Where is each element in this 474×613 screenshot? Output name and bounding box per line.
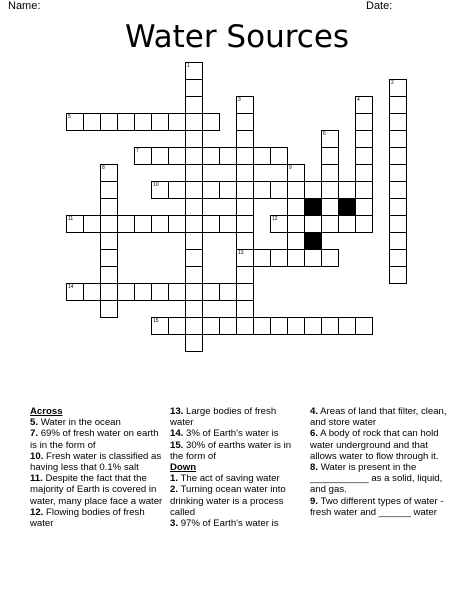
grid-cell[interactable] [117, 215, 135, 233]
clue-number: 6 [323, 131, 326, 137]
grid-cell[interactable] [389, 249, 407, 267]
grid-cell[interactable] [355, 317, 373, 335]
clue-across-5: 5. Water in the ocean [30, 417, 121, 429]
grid-cell[interactable] [134, 283, 152, 301]
grid-cell[interactable] [66, 113, 84, 131]
grid-cell[interactable] [151, 215, 169, 233]
grid-cell[interactable] [338, 215, 356, 233]
grid-cell[interactable] [389, 96, 407, 114]
black-cell [338, 198, 356, 216]
grid-cell[interactable] [355, 181, 373, 199]
down-heading: Down [170, 462, 197, 474]
grid-cell[interactable] [304, 215, 322, 233]
grid-cell[interactable] [168, 283, 186, 301]
grid-cell[interactable] [151, 147, 169, 165]
clue-number: 9 [289, 165, 292, 171]
grid-cell[interactable] [185, 198, 203, 216]
clue-number: 12 [272, 216, 278, 222]
clue-number: 11 [68, 216, 74, 222]
clue-down-6: 6. A body of rock that can hold water underground and that allows water to flow through it. [310, 428, 439, 462]
grid-cell[interactable] [151, 283, 169, 301]
grid-cell[interactable] [185, 283, 203, 301]
grid-cell[interactable] [185, 147, 203, 165]
grid-cell[interactable] [117, 113, 135, 131]
grid-cell[interactable] [338, 181, 356, 199]
grid-cell[interactable] [185, 266, 203, 284]
grid-cell[interactable] [236, 113, 254, 131]
grid-cell[interactable] [389, 164, 407, 182]
clue-number: 14 [68, 284, 74, 290]
grid-cell[interactable] [287, 164, 305, 182]
grid-cell[interactable] [236, 232, 254, 250]
grid-cell[interactable] [185, 62, 203, 80]
grid-cell[interactable] [338, 317, 356, 335]
grid-cell[interactable] [66, 215, 84, 233]
clues-column-1 [30, 406, 166, 529]
grid-cell[interactable] [270, 249, 288, 267]
grid-cell[interactable] [253, 147, 271, 165]
name-label: Name: [8, 0, 41, 12]
grid-cell[interactable] [321, 249, 339, 267]
grid-cell[interactable] [219, 215, 237, 233]
clue-number: 10 [153, 182, 159, 188]
grid-cell[interactable] [236, 164, 254, 182]
grid-cell[interactable] [219, 283, 237, 301]
grid-cell[interactable] [389, 79, 407, 97]
date-label: Date: [366, 0, 393, 12]
grid-cell[interactable] [168, 147, 186, 165]
grid-cell[interactable] [355, 113, 373, 131]
grid-cell[interactable] [100, 300, 118, 318]
grid-cell[interactable] [389, 232, 407, 250]
grid-cell[interactable] [83, 215, 101, 233]
grid-cell[interactable] [321, 181, 339, 199]
grid-cell[interactable] [100, 283, 118, 301]
grid-cell[interactable] [270, 147, 288, 165]
grid-cell[interactable] [185, 181, 203, 199]
grid-cell[interactable] [151, 317, 169, 335]
grid-cell[interactable] [389, 266, 407, 284]
grid-cell[interactable] [185, 96, 203, 114]
grid-cell[interactable] [100, 232, 118, 250]
grid-cell[interactable] [236, 317, 254, 335]
grid-cell[interactable] [185, 317, 203, 335]
black-cell [304, 232, 322, 250]
grid-cell[interactable] [287, 249, 305, 267]
grid-cell[interactable] [287, 317, 305, 335]
grid-cell[interactable] [185, 130, 203, 148]
grid-cell[interactable] [287, 198, 305, 216]
grid-cell[interactable] [355, 147, 373, 165]
grid-cell[interactable] [355, 215, 373, 233]
grid-cell[interactable] [270, 317, 288, 335]
clue-down-9: 9. Two different types of water - fresh water and ______ water [310, 495, 444, 518]
clues-column-2 [170, 406, 300, 529]
clue-down-3: 3. 97% of Earth's water is [170, 518, 279, 530]
grid-cell[interactable] [287, 232, 305, 250]
clue-number: 7 [136, 148, 139, 154]
grid-cell[interactable] [202, 215, 220, 233]
grid-cell[interactable] [236, 96, 254, 114]
clue-down-2: 2. Turning ocean water into drinking water is a process called [170, 484, 286, 518]
clue-across-11: 11. Despite the fact that the majority of Earth is covered in water, many place face a water [30, 473, 163, 507]
clue-number: 13 [238, 250, 244, 256]
grid-cell[interactable] [134, 147, 152, 165]
grid-cell[interactable] [253, 317, 271, 335]
grid-cell[interactable] [321, 215, 339, 233]
grid-cell[interactable] [100, 266, 118, 284]
grid-cell[interactable] [83, 113, 101, 131]
clue-number: 15 [153, 318, 159, 324]
grid-cell[interactable] [134, 113, 152, 131]
grid-cell[interactable] [185, 334, 203, 352]
grid-cell[interactable] [219, 317, 237, 335]
clue-down-1: 1. The act of saving water [170, 473, 280, 485]
grid-cell[interactable] [202, 181, 220, 199]
clue-across-10: 10. Fresh water is classified as having less that 0.1% salt [30, 450, 162, 474]
clue-number: 2 [391, 80, 394, 86]
grid-cell[interactable] [253, 181, 271, 199]
clue-down-8: 8. Water is present in the ___________ as a solid, liquid, and gas. [310, 462, 443, 496]
grid-cell[interactable] [185, 164, 203, 182]
grid-cell[interactable] [83, 283, 101, 301]
grid-cell[interactable] [389, 181, 407, 199]
grid-cell[interactable] [151, 113, 169, 131]
grid-cell[interactable] [236, 249, 254, 267]
grid-cell[interactable] [321, 147, 339, 165]
grid-cell[interactable] [321, 130, 339, 148]
grid-cell[interactable] [287, 181, 305, 199]
grid-cell[interactable] [270, 181, 288, 199]
across-heading: Across [30, 406, 63, 417]
grid-cell[interactable] [100, 164, 118, 182]
clue-number: 3 [238, 97, 241, 103]
clue-number: 5 [68, 114, 71, 120]
grid-cell[interactable] [287, 215, 305, 233]
grid-cell[interactable] [100, 198, 118, 216]
grid-cell[interactable] [117, 283, 135, 301]
clue-across-14: 14. 3% of Earth's water is [170, 428, 279, 440]
grid-cell[interactable] [185, 215, 203, 233]
grid-cell[interactable] [202, 147, 220, 165]
grid-cell[interactable] [304, 181, 322, 199]
black-cell [304, 198, 322, 216]
clue-down-4: 4. Areas of land that filter, clean, and store water [310, 406, 447, 429]
grid-cell[interactable] [321, 198, 339, 216]
grid-cell[interactable] [185, 232, 203, 250]
grid-cell[interactable] [236, 266, 254, 284]
clue-number: 4 [357, 97, 360, 103]
grid-cell[interactable] [321, 317, 339, 335]
grid-cell[interactable] [202, 283, 220, 301]
grid-cell[interactable] [236, 215, 254, 233]
grid-cell[interactable] [185, 249, 203, 267]
grid-cell[interactable] [355, 130, 373, 148]
grid-cell[interactable] [100, 113, 118, 131]
grid-cell[interactable] [168, 215, 186, 233]
grid-cell[interactable] [236, 300, 254, 318]
grid-cell[interactable] [168, 317, 186, 335]
grid-cell[interactable] [304, 317, 322, 335]
grid-cell[interactable] [321, 164, 339, 182]
grid-cell[interactable] [389, 198, 407, 216]
grid-cell[interactable] [100, 249, 118, 267]
grid-cell[interactable] [185, 300, 203, 318]
clue-number: 8 [102, 165, 105, 171]
grid-cell[interactable] [219, 147, 237, 165]
grid-cell[interactable] [389, 113, 407, 131]
grid-cell[interactable] [389, 215, 407, 233]
clue-number: 1 [187, 63, 190, 69]
grid-cell[interactable] [389, 147, 407, 165]
grid-cell[interactable] [219, 181, 237, 199]
grid-cell[interactable] [355, 96, 373, 114]
grid-cell[interactable] [253, 249, 271, 267]
grid-cell[interactable] [236, 198, 254, 216]
grid-cell[interactable] [134, 215, 152, 233]
grid-cell[interactable] [202, 317, 220, 335]
grid-cell[interactable] [66, 283, 84, 301]
clue-across-12: 12. Flowing bodies of fresh water [30, 506, 145, 530]
clue-across-7: 7. 69% of fresh water on earth is in the form of [30, 428, 159, 451]
grid-cell[interactable] [100, 215, 118, 233]
clue-across-13: 13. Large bodies of fresh water [170, 406, 277, 429]
grid-cell[interactable] [202, 113, 220, 131]
grid-cell[interactable] [151, 181, 169, 199]
grid-cell[interactable] [168, 113, 186, 131]
grid-cell[interactable] [355, 164, 373, 182]
grid-cell[interactable] [389, 130, 407, 148]
grid-cell[interactable] [304, 249, 322, 267]
grid-cell[interactable] [168, 181, 186, 199]
grid-cell[interactable] [236, 130, 254, 148]
grid-cell[interactable] [270, 215, 288, 233]
clue-across-15: 15. 30% of earths water is in the form of [170, 439, 292, 462]
grid-cell[interactable] [236, 147, 254, 165]
grid-cell[interactable] [185, 113, 203, 131]
page-title: Water Sources [124, 19, 350, 55]
grid-cell[interactable] [100, 181, 118, 199]
grid-cell[interactable] [355, 198, 373, 216]
grid-cell[interactable] [236, 283, 254, 301]
clues-column-3 [310, 406, 450, 518]
grid-cell[interactable] [236, 181, 254, 199]
grid-cell[interactable] [185, 79, 203, 97]
